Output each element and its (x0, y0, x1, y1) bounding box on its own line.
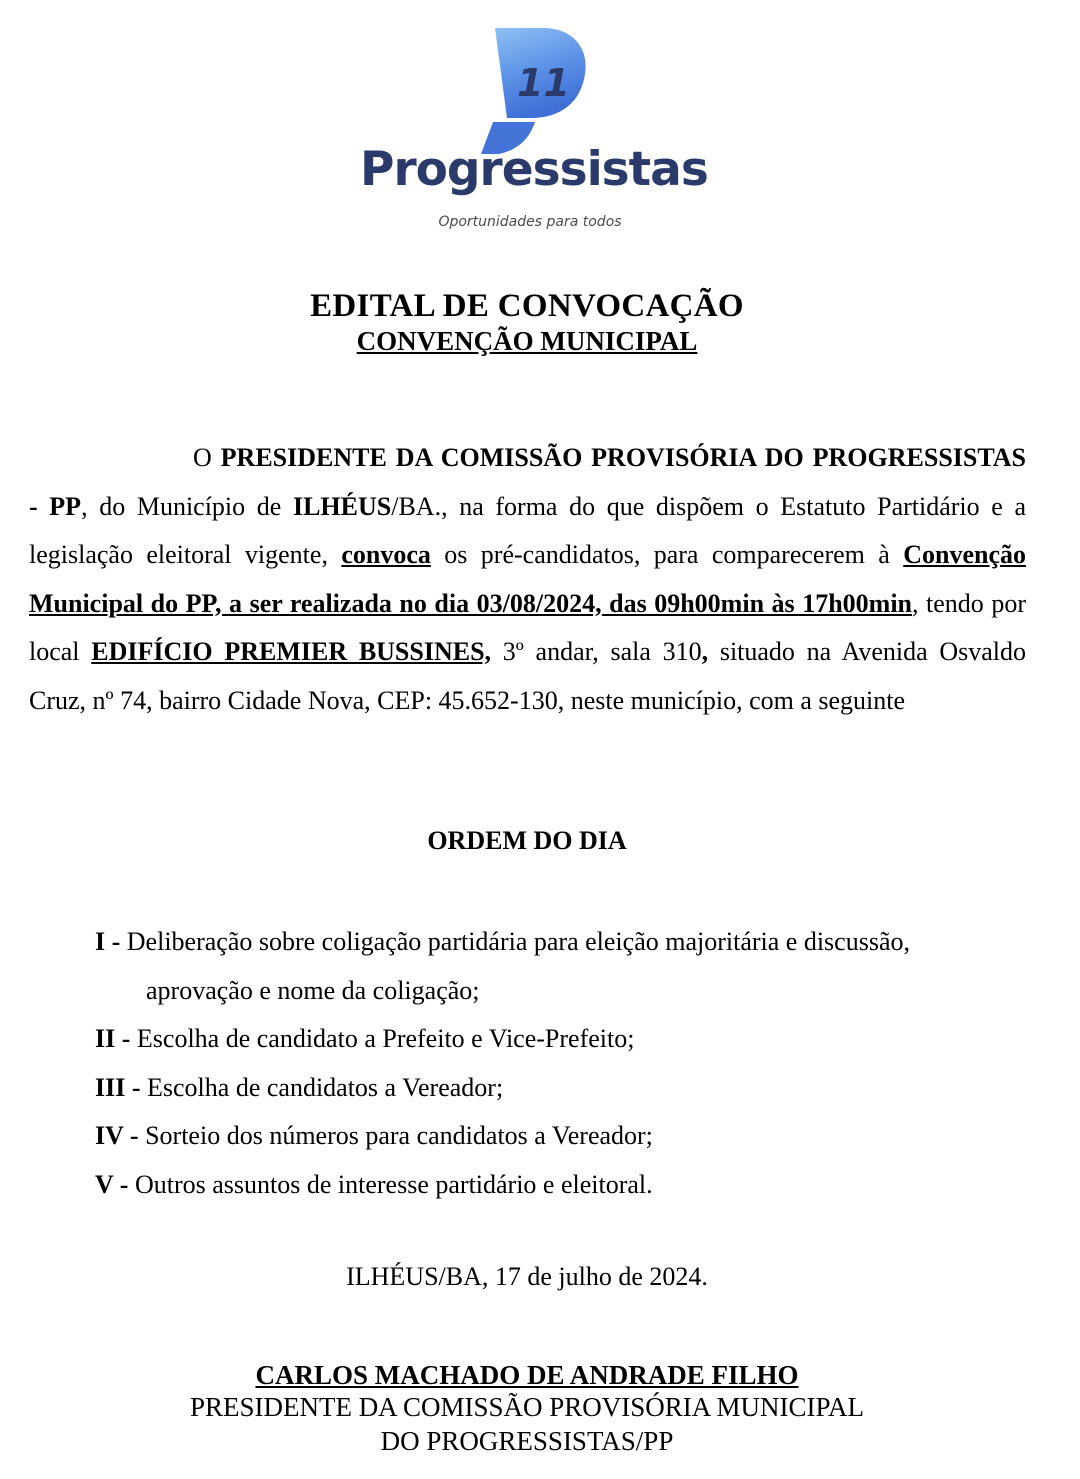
agenda-item-number: II - (95, 1024, 131, 1053)
body-segment-7: os pré-candidatos, para comparecerem à (430, 540, 904, 569)
body-segment-13: situado na Avenida Osvaldo Cruz, nº 74, bairro Cidade Nova, CEP: 45.652-130, neste município, com a seguinte (29, 637, 1026, 715)
agenda-item-text: Escolha de candidatos a Vereador; (140, 1072, 504, 1102)
signer-name: CARLOS MACHADO DE ANDRADE FILHO (255, 1360, 799, 1390)
agenda-item-text: Escolha de candidato a Prefeito e Vice-Prefeito; (130, 1024, 635, 1053)
agenda-item (95, 1112, 1026, 1161)
document-subtitle: CONVENÇÃO MUNICIPAL (356, 326, 698, 356)
agenda-item-number: I - (95, 927, 121, 956)
body-segment-4: ILHÉUS (292, 491, 392, 521)
agenda-item (95, 1161, 1026, 1210)
body-segment-9: , tendo por local (29, 588, 1026, 666)
document-title: EDITAL DE CONVOCAÇÃO (310, 288, 744, 324)
body-segment-11: 3º andar, sala 310 (491, 637, 702, 666)
body-segment-6: convoca (341, 540, 431, 569)
signer-role-line-2: DO PROGRESSISTAS/PP (380, 1426, 674, 1456)
body-segment-5: /BA., na forma do que dispõem o Estatuto Partidário e a legislação eleitoral vigente, (29, 491, 1026, 569)
agenda-item-text: Sorteio dos números para candidatos a Vereador; (138, 1121, 653, 1150)
agenda-item (95, 1064, 1026, 1113)
body-segment-12: , (701, 637, 709, 666)
agenda-item-number: III - (95, 1072, 141, 1102)
agenda-item-text: Outros assuntos de interesse partidário e eleitoral. (128, 1169, 653, 1199)
body-segment-1: O (193, 443, 212, 472)
agenda-item (95, 1015, 1026, 1064)
body-segment-10: EDIFÍCIO PREMIER BUSSINES, (91, 637, 492, 666)
signer-role-line-1: PRESIDENTE DA COMISSÃO PROVISÓRIA MUNICIPAL (189, 1392, 865, 1422)
agenda-list (95, 918, 1026, 1209)
progressistas-p-logo-icon (473, 26, 591, 158)
agenda-title: ORDEM DO DIA (427, 826, 627, 855)
agenda-item-continuation (95, 967, 1026, 1016)
agenda-item-number: IV - (95, 1121, 139, 1150)
agenda-item-text: Deliberação sobre coligação partidária para eleição majoritária e discussão, (120, 927, 910, 956)
body-segment-2: PRESIDENTE DA COMISSÃO PROVISÓRIA DO PROGRESSISTAS - PP (29, 443, 1027, 521)
body-segment-3: , do Município de (81, 491, 293, 521)
logo-number: 11 (517, 61, 570, 105)
agenda-item-text-continued: aprovação e nome da coligação; (146, 975, 480, 1005)
logo-wordmark: Progressistas (360, 142, 708, 197)
convocation-paragraph (29, 434, 1026, 725)
agenda-item (95, 918, 1026, 967)
document-date: ILHÉUS/BA, 17 de julho de 2024. (346, 1262, 708, 1291)
body-segment-8: Convenção Municipal do PP, a ser realizada no dia 03/08/2024, das 09h00min às 17h00min (29, 540, 1026, 618)
party-logo (360, 18, 708, 243)
logo-tagline: Oportunidades para todos (438, 214, 622, 230)
agenda-item-number: V - (95, 1169, 129, 1199)
